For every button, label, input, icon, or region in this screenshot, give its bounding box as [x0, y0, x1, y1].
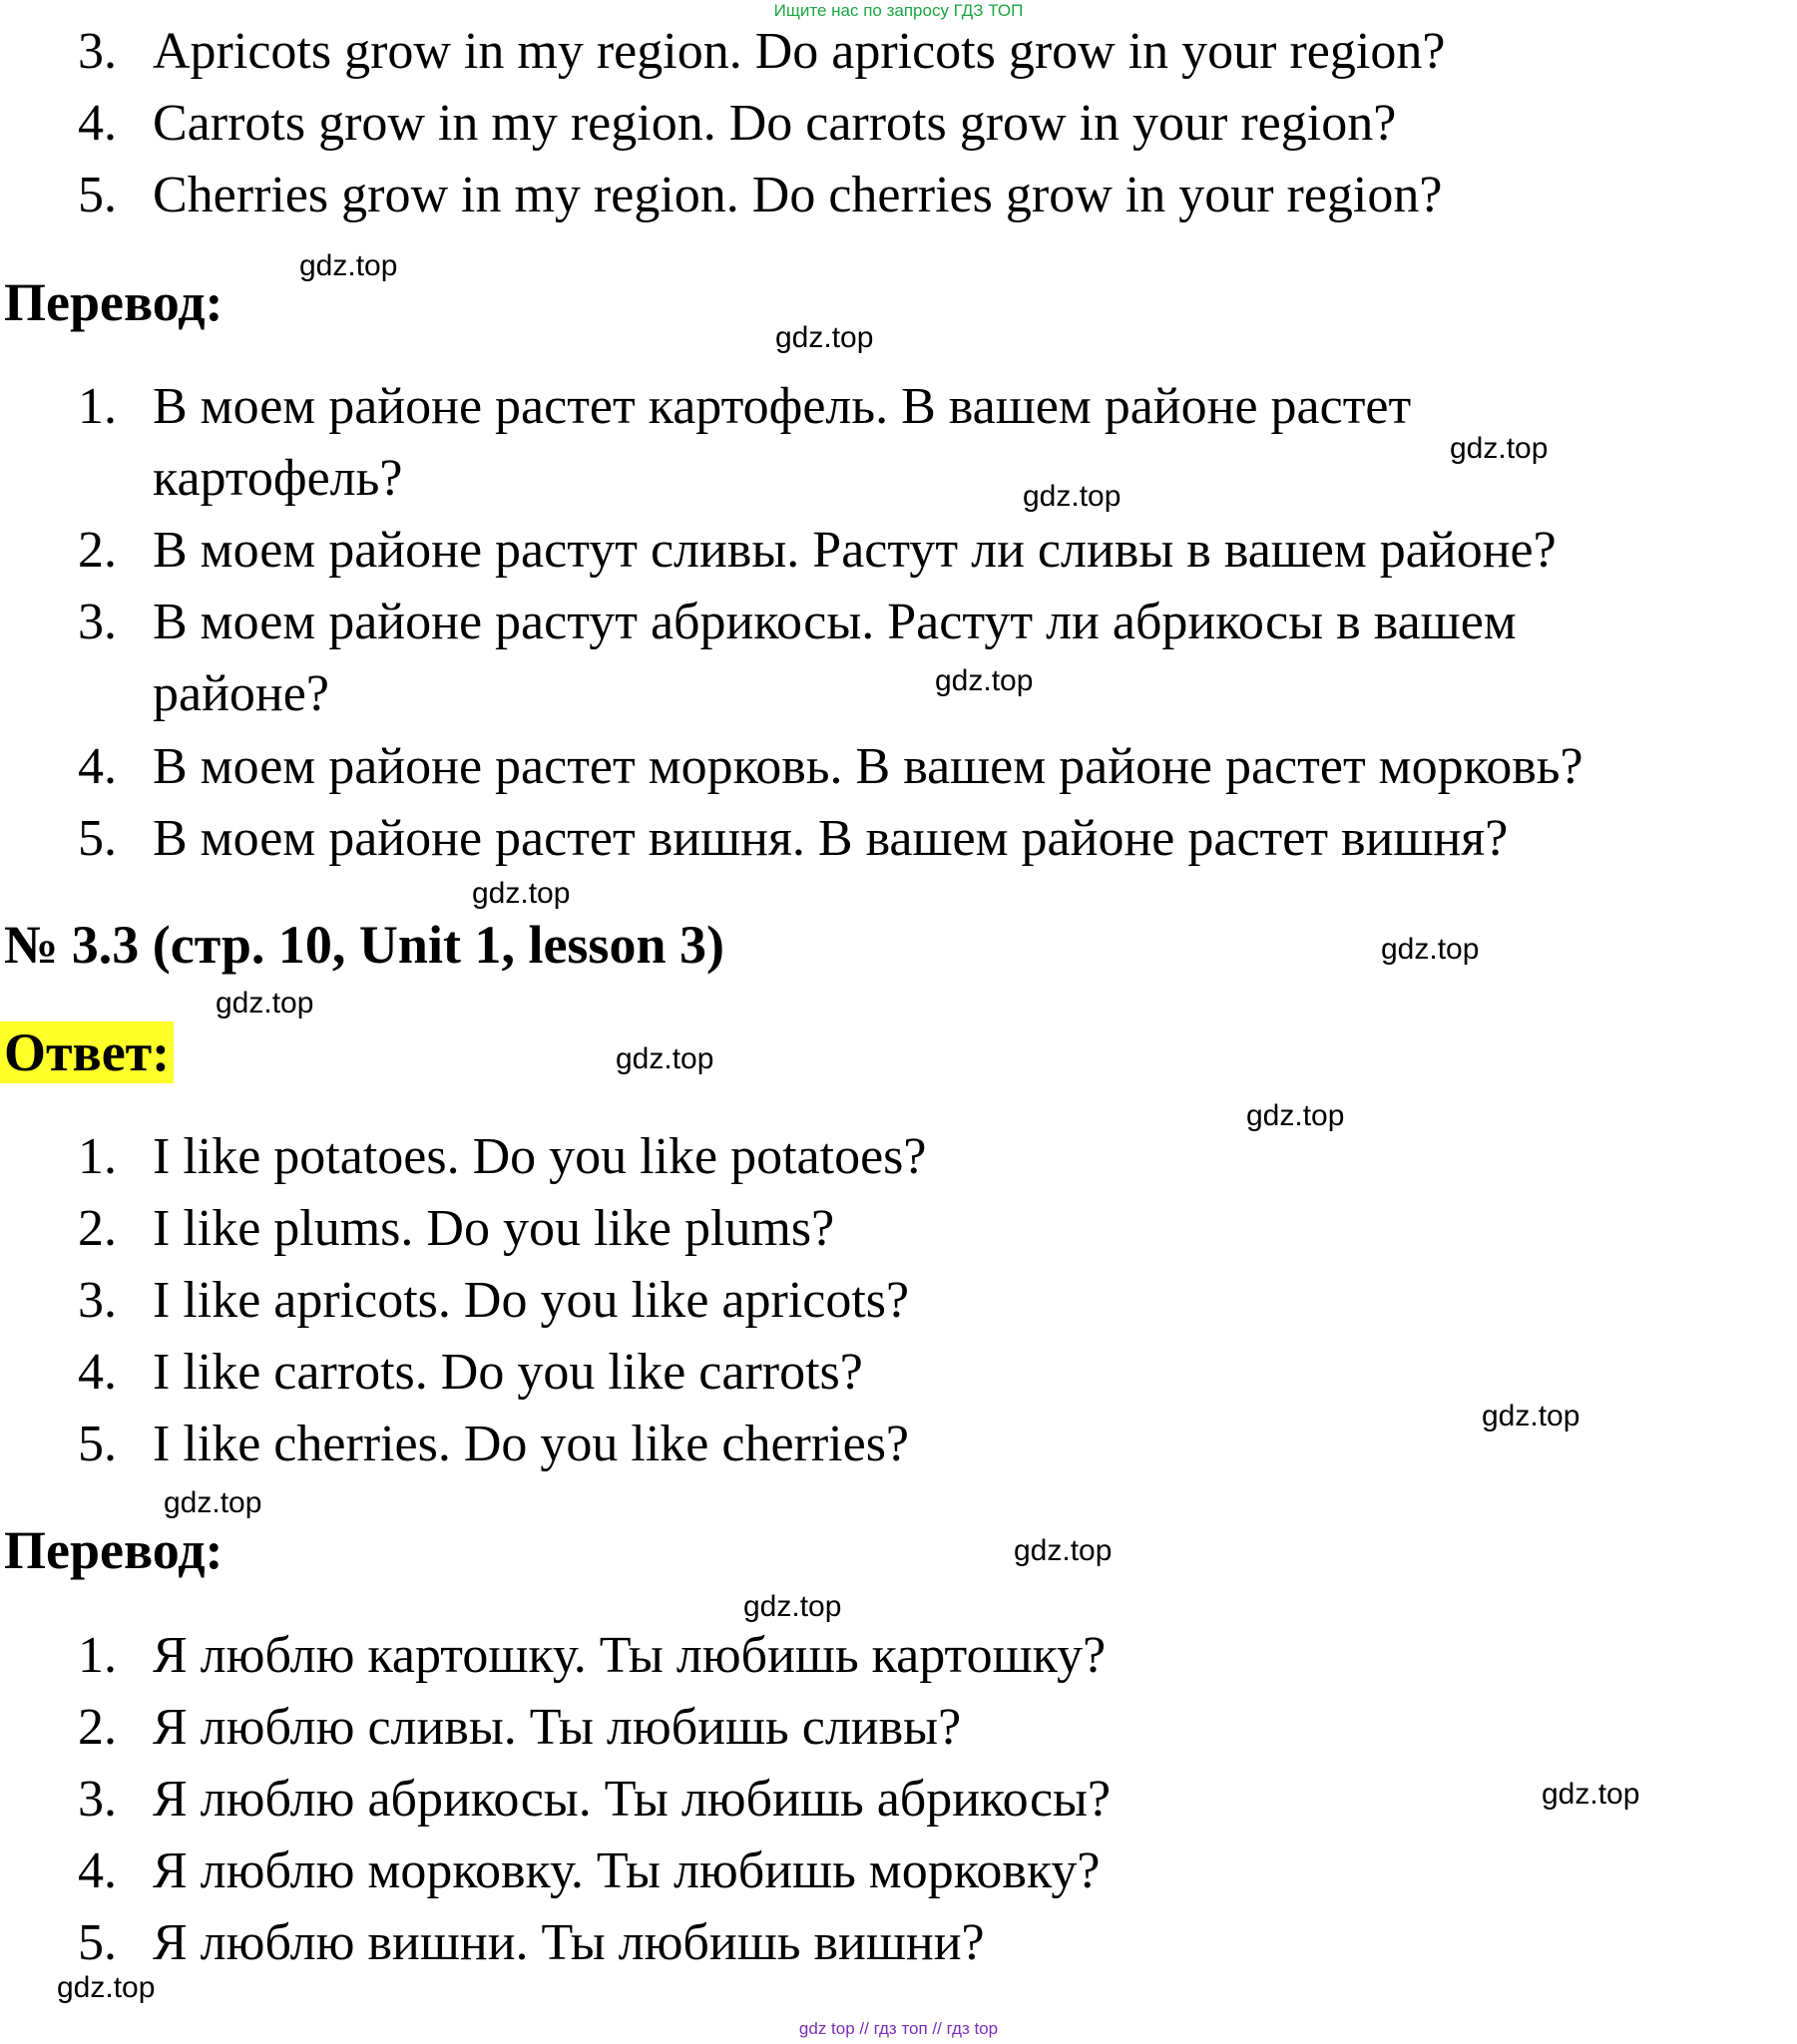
item-text: В моем районе растет картофель. В вашем районе растет [153, 378, 1412, 435]
item-text: В моем районе растет вишня. В вашем районе растет вишня? [153, 810, 1509, 867]
item-number: 1. [78, 1128, 117, 1185]
item-text: Я люблю абрикосы. Ты любишь абрикосы? [153, 1771, 1112, 1828]
watermark: gdz.top [935, 664, 1034, 697]
item-number: 5. [78, 1914, 117, 1971]
bottom-banner: gdz top // гдз топ // гдз top [798, 2019, 999, 2038]
item-text: В моем районе растет морковь. В вашем районе растет морковь? [153, 738, 1583, 795]
item-number: 2. [78, 1200, 117, 1257]
item-text: Я люблю морковку. Ты любишь морковку? [153, 1842, 1101, 1899]
watermark: gdz.top [775, 321, 874, 354]
item-number: 3. [78, 1771, 117, 1828]
watermark: gdz.top [616, 1042, 714, 1075]
item-text: I like apricots. Do you like apricots? [153, 1272, 910, 1329]
item-number: 4. [78, 95, 117, 152]
watermark: gdz.top [216, 987, 314, 1020]
watermark: gdz.top [1246, 1099, 1345, 1132]
watermark: gdz.top [1482, 1400, 1580, 1432]
watermark: gdz.top [472, 877, 571, 910]
item-number: 4. [78, 738, 117, 795]
item-number: 3. [78, 1272, 117, 1329]
answer-label: Ответ: [0, 1022, 174, 1083]
watermark: gdz.top [1381, 933, 1480, 966]
item-number: 2. [78, 522, 117, 579]
item-number: 1. [78, 1627, 117, 1684]
translation-heading: Перевод: [4, 272, 224, 332]
top-banner: Ищите нас по запросу ГДЗ ТОП [773, 1, 1024, 20]
item-number: 2. [78, 1699, 117, 1756]
watermark: gdz.top [1023, 480, 1122, 513]
item-text: В моем районе растут сливы. Растут ли сливы в вашем районе? [153, 522, 1557, 579]
item-text: I like cherries. Do you like cherries? [153, 1416, 910, 1472]
item-text: Я люблю сливы. Ты любишь сливы? [153, 1699, 962, 1756]
exercise-heading: № 3.3 (стр. 10, Unit 1, lesson 3) [4, 915, 724, 975]
item-text: Я люблю картошку. Ты любишь картошку? [153, 1627, 1107, 1684]
item-number: 5. [78, 810, 117, 867]
item-number: 4. [78, 1344, 117, 1401]
translation-heading: Перевод: [4, 1520, 224, 1580]
item-number: 4. [78, 1842, 117, 1899]
item-number: 1. [78, 378, 117, 435]
item-text: I like carrots. Do you like carrots? [153, 1344, 863, 1401]
watermark: gdz.top [1542, 1778, 1640, 1811]
item-number: 3. [78, 594, 117, 650]
item-text: I like plums. Do you like plums? [153, 1200, 835, 1257]
item-text: Apricots grow in my region. Do apricots grow in your region? [153, 23, 1446, 80]
watermark: gdz.top [57, 1971, 156, 2004]
item-text: Cherries grow in my region. Do cherries grow in your region? [153, 167, 1443, 223]
item-text: В моем районе растут абрикосы. Растут ли абрикосы в вашем [153, 594, 1517, 650]
item-number: 3. [78, 23, 117, 80]
watermark: gdz.top [164, 1486, 262, 1519]
watermark: gdz.top [299, 249, 398, 282]
watermark: gdz.top [1450, 432, 1549, 465]
watermark: gdz.top [743, 1590, 842, 1623]
item-text: картофель? [153, 450, 403, 507]
watermark: gdz.top [1014, 1534, 1113, 1567]
item-text: Я люблю вишни. Ты любишь вишни? [153, 1914, 985, 1971]
item-number: 5. [78, 167, 117, 223]
item-text: районе? [153, 665, 329, 722]
item-text: I like potatoes. Do you like potatoes? [153, 1128, 927, 1185]
item-text: Carrots grow in my region. Do carrots grow in your region? [153, 95, 1397, 152]
item-number: 5. [78, 1416, 117, 1472]
